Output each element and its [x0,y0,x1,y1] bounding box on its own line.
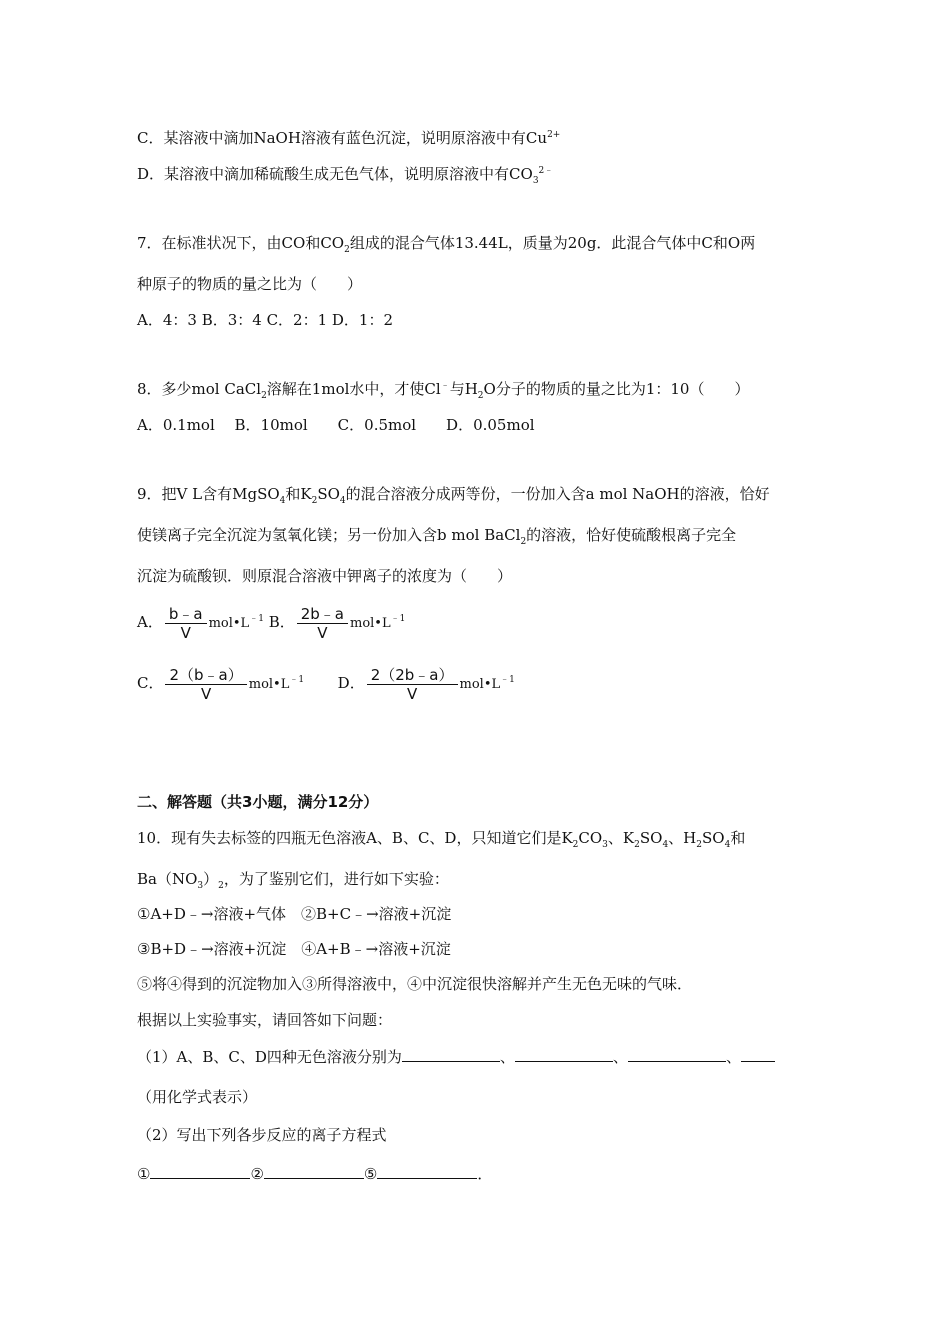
q7-stem-line1: 7．在标准状况下，由CO和$CO_2$组成的混合气体13.44L，质量为20g．此混合气体中C和O两 [137,234,756,255]
q9-option-d-fraction: $\frac{2(2b﹣a)}{V}$ [367,666,458,703]
section-heading: 二、解答题（共3小题，满分12分） [137,793,379,811]
q10-part1-note: （用化学式表示） [137,1088,258,1106]
q9-option-c-fraction: $\frac{2(b﹣a)}{V}$ [165,666,246,703]
q10-ask: 根据以上实验事实，请回答如下问题： [137,1011,393,1029]
answer-blank-d[interactable] [741,1046,775,1062]
q10-experiment-1-2: ①A+D﹣→溶液+气体 ②B+C﹣→溶液+沉淀 [137,905,452,923]
q9-stem-line3: 沉淀为硫酸钡．则原混合溶液中钾离子的浓度为（ ） [137,567,513,585]
q10-part1: （1）A、B、C、D四种无色溶液分别为 、 、 、 [137,1046,775,1067]
answer-blank-eq1[interactable] [150,1163,250,1179]
q10-experiment-3-4: ③B+D﹣→溶液+沉淀 ④A+B﹣→溶液+沉淀 [137,940,451,958]
q7-options: A．4：3 B．3：4 C．2：1 D．1：2 [137,311,394,329]
q6-option-d: D．某溶液中滴加稀硫酸生成无色气体，说明原溶液中有$CO_3^{2﹣}$ [137,165,554,186]
answer-blank-b[interactable] [515,1046,613,1062]
answer-blank-c[interactable] [628,1046,726,1062]
answer-blank-a[interactable] [402,1046,500,1062]
q10-stem-line1: 10．现有失去标签的四瓶无色溶液A、B、C、D，只知道它们是$K_2CO_3$、$K_2SO_4$、$H_2SO_4$和 [137,829,746,850]
q9-stem-line1: 9．把V L含有MgSO$_4$和$K_2SO_4$的混合溶液分成两等份，一份加入含a mol NaOH的溶液，恰好 [137,485,770,506]
q10-equations: ① ② ⑤ ． [137,1165,493,1183]
q6-option-c: C．某溶液中滴加NaOH溶液有蓝色沉淀，说明原溶液中有$Cu^{2+}$ [137,129,561,147]
q7-stem-line2: 种原子的物质的量之比为（ ） [137,275,363,293]
q8-stem: 8．多少mol CaCl$_2$溶解在1mol水中，才使Cl﹣与$H_2O$分子的物质的量之比为1：10（ ） [137,380,750,401]
q8-options: A．0.1mol B．10mol C．0.5mol D．0.05mol [137,416,535,434]
answer-blank-eq2[interactable] [264,1163,364,1179]
q9-options-cd: C． $\frac{2(b﹣a)}{V}$ $mol•L^{﹣1}$ D． $\frac{2(2b﹣a)}{V}$ $mol•L^{﹣1}$ [137,665,515,703]
q10-experiment-5: ⑤将④得到的沉淀物加入③所得溶液中，④中沉淀很快溶解并产生无色无味的气味． [137,975,693,993]
q9-options-ab: A． $\frac{b﹣a}{V}$ $mol•L^{﹣1}$ B． $\frac{2b﹣a}{V}$ $mol•L^{﹣1}$ [137,604,406,642]
q9-option-b-fraction: $\frac{2b﹣a}{V}$ [297,605,348,642]
q10-stem-line2: $Ba(NO_3)_2$，为了鉴别它们，进行如下实验： [137,870,449,891]
q9-option-a-fraction: $\frac{b﹣a}{V}$ [165,605,207,642]
answer-blank-eq5[interactable] [377,1163,477,1179]
q9-stem-line2: 使镁离子完全沉淀为氢氧化镁；另一份加入含b mol BaCl$_2$的溶液，恰好使硫酸根离子完全 [137,526,737,547]
q10-part2: （2）写出下列各步反应的离子方程式 [137,1126,387,1144]
